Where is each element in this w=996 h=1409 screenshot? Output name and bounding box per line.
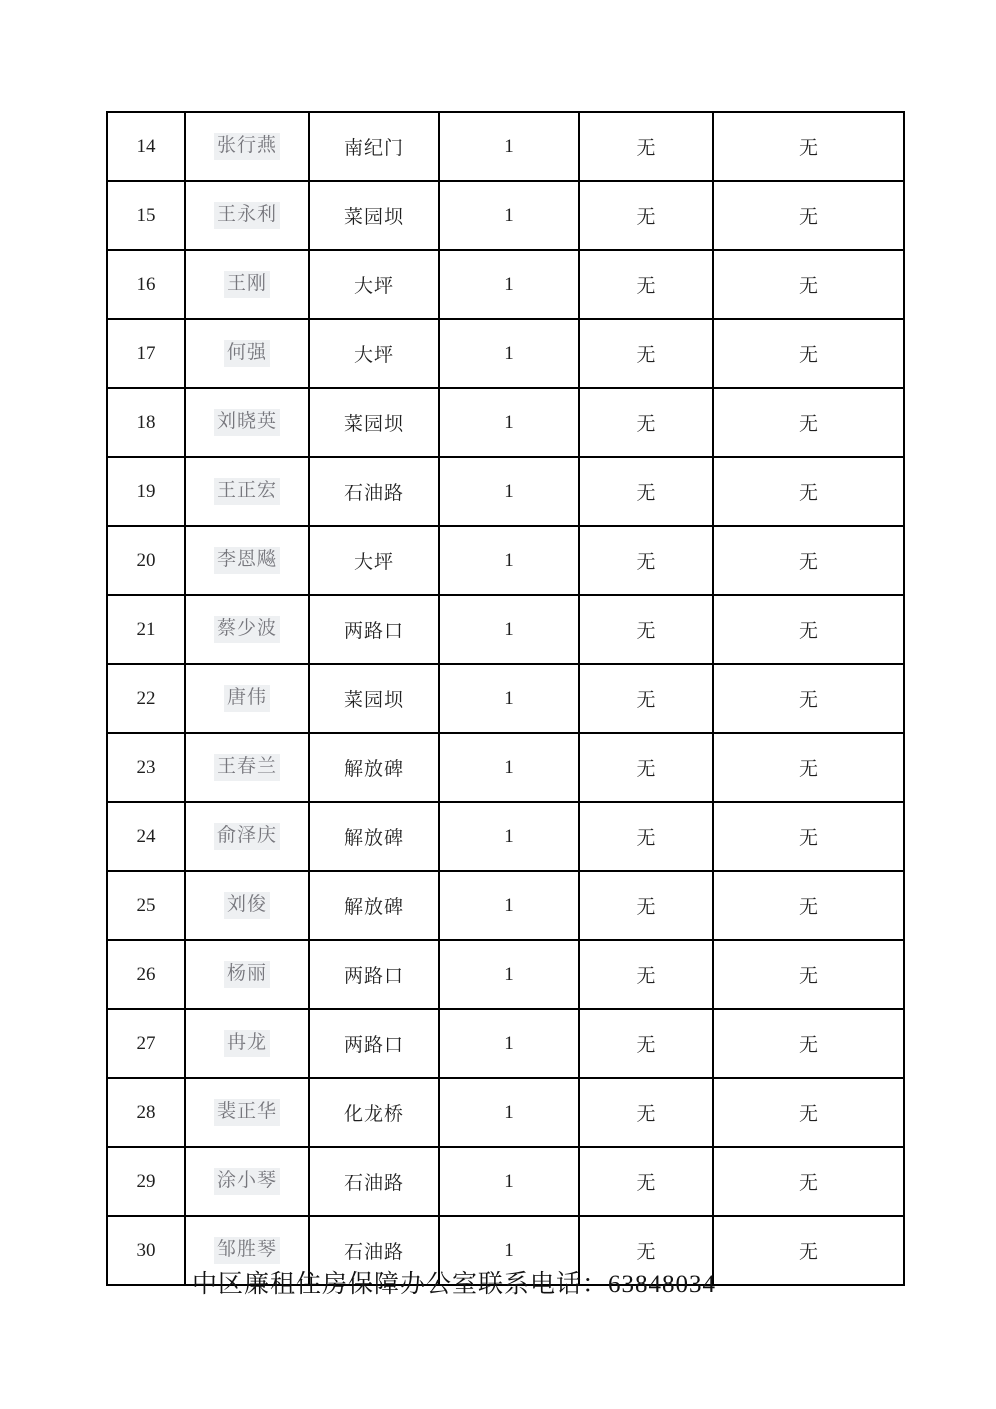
street-cell: 石油路 xyxy=(309,1216,439,1285)
table-row xyxy=(107,595,904,664)
applicant-name-highlight: 何强 xyxy=(224,340,270,367)
count-cell: 1 xyxy=(439,871,579,940)
count-cell: 1 xyxy=(439,733,579,802)
street-cell: 两路口 xyxy=(309,940,439,1009)
note-1-cell: 无 xyxy=(579,112,713,181)
street-cell: 菜园坝 xyxy=(309,664,439,733)
street-cell: 两路口 xyxy=(309,595,439,664)
applicant-name-highlight: 王刚 xyxy=(224,271,270,298)
applicant-name-cell xyxy=(185,733,309,802)
row-number-cell: 18 xyxy=(107,388,185,457)
applicant-name-cell xyxy=(185,112,309,181)
note-1-cell: 无 xyxy=(579,1009,713,1078)
note-2-cell: 无 xyxy=(713,526,904,595)
note-2-cell: 无 xyxy=(713,250,904,319)
street-cell: 菜园坝 xyxy=(309,181,439,250)
note-1-cell: 无 xyxy=(579,457,713,526)
note-1-cell: 无 xyxy=(579,664,713,733)
row-number-cell: 15 xyxy=(107,181,185,250)
table-row xyxy=(107,181,904,250)
note-2-cell: 无 xyxy=(713,733,904,802)
street-cell: 石油路 xyxy=(309,457,439,526)
applicant-name-highlight: 裴正华 xyxy=(214,1099,280,1126)
applicant-name-highlight: 李恩飚 xyxy=(214,547,280,574)
applicant-name-cell xyxy=(185,1078,309,1147)
note-2-cell: 无 xyxy=(713,871,904,940)
count-cell: 1 xyxy=(439,181,579,250)
note-1-cell: 无 xyxy=(579,181,713,250)
street-cell: 菜园坝 xyxy=(309,388,439,457)
table-row xyxy=(107,802,904,871)
table-row xyxy=(107,250,904,319)
table-row xyxy=(107,1078,904,1147)
applicants-table xyxy=(106,111,905,1286)
note-1-cell: 无 xyxy=(579,526,713,595)
applicants-table-body xyxy=(107,112,904,1285)
note-1-cell: 无 xyxy=(579,802,713,871)
table-row xyxy=(107,871,904,940)
row-number-cell: 17 xyxy=(107,319,185,388)
street-cell: 两路口 xyxy=(309,1009,439,1078)
note-2-cell: 无 xyxy=(713,319,904,388)
applicant-name-highlight: 杨丽 xyxy=(224,961,270,988)
note-1-cell: 无 xyxy=(579,940,713,1009)
note-1-cell: 无 xyxy=(579,1078,713,1147)
applicant-name-highlight: 蔡少波 xyxy=(214,616,280,643)
applicant-name-cell xyxy=(185,319,309,388)
row-number-cell: 30 xyxy=(107,1216,185,1285)
note-1-cell: 无 xyxy=(579,733,713,802)
note-2-cell: 无 xyxy=(713,802,904,871)
count-cell: 1 xyxy=(439,319,579,388)
street-cell: 解放碑 xyxy=(309,871,439,940)
applicant-name-highlight: 唐伟 xyxy=(224,685,270,712)
office-contact-phone-line: 中区廉租住房保障办公室联系电话：63848034 xyxy=(192,1271,717,1298)
table-row xyxy=(107,112,904,181)
note-2-cell: 无 xyxy=(713,664,904,733)
row-number-cell: 19 xyxy=(107,457,185,526)
count-cell: 1 xyxy=(439,526,579,595)
row-number-cell: 20 xyxy=(107,526,185,595)
row-number-cell: 28 xyxy=(107,1078,185,1147)
applicant-name-cell xyxy=(185,526,309,595)
note-2-cell: 无 xyxy=(713,388,904,457)
row-number-cell: 22 xyxy=(107,664,185,733)
count-cell: 1 xyxy=(439,595,579,664)
applicant-name-highlight: 冉龙 xyxy=(224,1030,270,1057)
count-cell: 1 xyxy=(439,457,579,526)
note-1-cell: 无 xyxy=(579,595,713,664)
table-row xyxy=(107,388,904,457)
row-number-cell: 25 xyxy=(107,871,185,940)
count-cell: 1 xyxy=(439,1147,579,1216)
note-2-cell: 无 xyxy=(713,1216,904,1285)
note-1-cell: 无 xyxy=(579,1216,713,1285)
street-cell: 石油路 xyxy=(309,1147,439,1216)
note-2-cell: 无 xyxy=(713,1078,904,1147)
applicant-name-highlight: 俞泽庆 xyxy=(214,823,280,850)
street-cell: 大坪 xyxy=(309,526,439,595)
row-number-cell: 23 xyxy=(107,733,185,802)
row-number-cell: 14 xyxy=(107,112,185,181)
street-cell: 南纪门 xyxy=(309,112,439,181)
count-cell: 1 xyxy=(439,1216,579,1285)
applicant-name-cell xyxy=(185,250,309,319)
count-cell: 1 xyxy=(439,664,579,733)
row-number-cell: 21 xyxy=(107,595,185,664)
applicant-name-highlight: 王正宏 xyxy=(214,478,280,505)
count-cell: 1 xyxy=(439,388,579,457)
roster-table-container xyxy=(106,111,905,1286)
count-cell: 1 xyxy=(439,802,579,871)
applicant-name-cell xyxy=(185,1009,309,1078)
applicant-name-highlight: 王春兰 xyxy=(214,754,280,781)
table-row xyxy=(107,733,904,802)
street-cell: 解放碑 xyxy=(309,802,439,871)
note-2-cell: 无 xyxy=(713,112,904,181)
table-row xyxy=(107,526,904,595)
applicant-name-cell xyxy=(185,664,309,733)
applicant-name-highlight: 张行燕 xyxy=(214,133,280,160)
applicant-name-highlight: 王永利 xyxy=(214,202,280,229)
row-number-cell: 29 xyxy=(107,1147,185,1216)
count-cell: 1 xyxy=(439,112,579,181)
count-cell: 1 xyxy=(439,250,579,319)
applicant-name-highlight: 邹胜琴 xyxy=(214,1237,280,1264)
applicant-name-cell xyxy=(185,181,309,250)
note-1-cell: 无 xyxy=(579,1147,713,1216)
applicant-name-cell xyxy=(185,457,309,526)
note-2-cell: 无 xyxy=(713,940,904,1009)
table-row xyxy=(107,457,904,526)
note-1-cell: 无 xyxy=(579,250,713,319)
applicant-name-cell xyxy=(185,388,309,457)
table-row xyxy=(107,319,904,388)
table-row xyxy=(107,664,904,733)
count-cell: 1 xyxy=(439,1078,579,1147)
applicant-name-highlight: 涂小琴 xyxy=(214,1168,280,1195)
street-cell: 大坪 xyxy=(309,319,439,388)
row-number-cell: 24 xyxy=(107,802,185,871)
applicant-name-highlight: 刘俊 xyxy=(224,892,270,919)
row-number-cell: 16 xyxy=(107,250,185,319)
note-1-cell: 无 xyxy=(579,871,713,940)
table-row xyxy=(107,940,904,1009)
applicant-name-cell xyxy=(185,940,309,1009)
applicant-name-cell xyxy=(185,802,309,871)
table-row xyxy=(107,1147,904,1216)
row-number-cell: 27 xyxy=(107,1009,185,1078)
street-cell: 解放碑 xyxy=(309,733,439,802)
note-1-cell: 无 xyxy=(579,319,713,388)
table-row xyxy=(107,1009,904,1078)
note-2-cell: 无 xyxy=(713,1147,904,1216)
note-2-cell: 无 xyxy=(713,595,904,664)
row-number-cell: 26 xyxy=(107,940,185,1009)
applicant-name-cell xyxy=(185,1147,309,1216)
note-2-cell: 无 xyxy=(713,181,904,250)
applicant-name-highlight: 刘晓英 xyxy=(214,409,280,436)
street-cell: 化龙桥 xyxy=(309,1078,439,1147)
note-2-cell: 无 xyxy=(713,457,904,526)
note-2-cell: 无 xyxy=(713,1009,904,1078)
applicant-name-cell xyxy=(185,871,309,940)
count-cell: 1 xyxy=(439,1009,579,1078)
applicant-name-cell xyxy=(185,595,309,664)
count-cell: 1 xyxy=(439,940,579,1009)
note-1-cell: 无 xyxy=(579,388,713,457)
street-cell: 大坪 xyxy=(309,250,439,319)
